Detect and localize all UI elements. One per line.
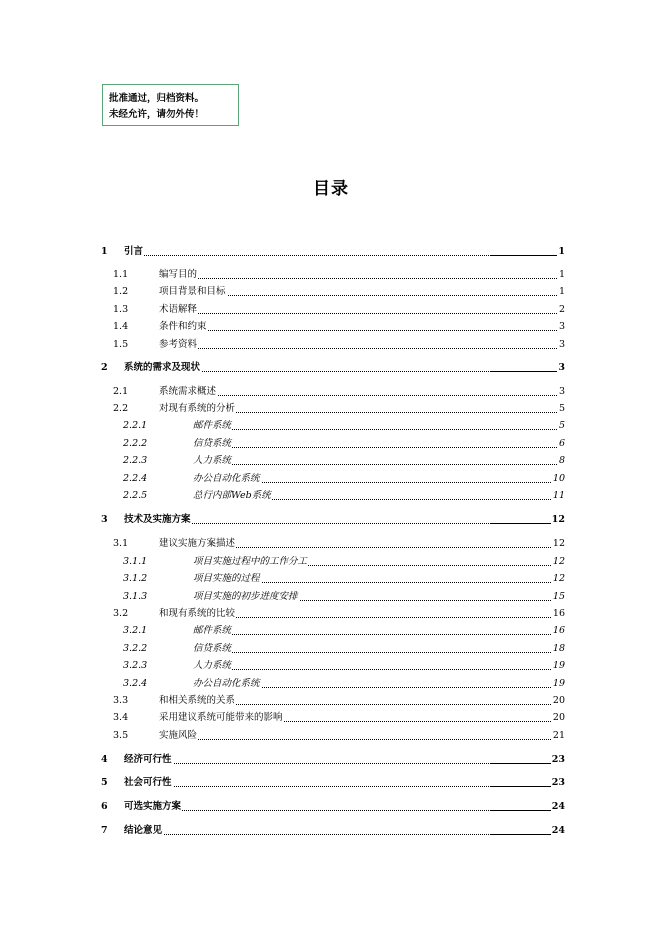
toc-entry-title: 术语解释 <box>159 304 198 315</box>
toc-entry-page-number: 20 <box>552 695 565 706</box>
toc-entry-number: 1.1 <box>113 269 129 280</box>
toc-entry-page-number: 3 <box>558 362 565 373</box>
toc-entry[interactable] <box>0 824 662 838</box>
toc-entry-number: 3.2.4 <box>123 678 148 689</box>
toc-solid-leader <box>490 255 559 256</box>
toc-entry-title: 建议实施方案描述 <box>159 538 236 549</box>
toc-entry-number: 1.2 <box>113 286 129 297</box>
confidentiality-notice-box <box>102 84 239 126</box>
toc-entry-page-number: 5 <box>558 403 565 414</box>
toc-entry-title: 项目实施的初步进度安排 <box>193 591 298 602</box>
toc-entry[interactable] <box>0 729 662 743</box>
toc-solid-leader <box>490 523 559 524</box>
toc-entry[interactable] <box>0 385 662 399</box>
toc-entry-title: 可选实施方案 <box>124 801 182 812</box>
toc-entry-number: 3.3 <box>113 695 129 706</box>
notice-line-2: 未经允许，请勿外传！ <box>109 109 205 120</box>
toc-entry-title: 采用建议系统可能带来的影响 <box>159 712 283 723</box>
toc-entry-title: 技术及实施方案 <box>124 514 191 525</box>
toc-entry-title: 办公自动化系统 <box>193 473 260 484</box>
toc-dot-leader <box>160 278 559 279</box>
toc-entry-number: 3.5 <box>113 730 129 741</box>
toc-entry-number: 2.2.1 <box>123 420 148 431</box>
toc-entry-page-number: 16 <box>552 608 565 619</box>
toc-dot-leader <box>160 739 559 740</box>
toc-dot-leader <box>194 634 559 635</box>
toc-entry-number: 2.2.5 <box>123 490 148 501</box>
toc-entry-title: 系统需求概述 <box>159 386 217 397</box>
toc-entry-page-number: 10 <box>552 473 565 484</box>
toc-entry[interactable] <box>0 361 662 375</box>
toc-entry-page-number: 15 <box>552 591 565 602</box>
toc-entry-page-number: 8 <box>558 455 565 466</box>
toc-entry[interactable] <box>0 642 662 656</box>
toc-entry-page-number: 3 <box>558 339 565 350</box>
toc-entry-title: 实施风险 <box>159 730 198 741</box>
toc-entry-number: 1.3 <box>113 304 129 315</box>
toc-entry-title: 人力系统 <box>193 455 232 466</box>
toc-entry-page-number: 23 <box>551 754 565 765</box>
toc-entry-number: 3.1.2 <box>123 573 148 584</box>
toc-entry[interactable] <box>0 419 662 433</box>
toc-entry[interactable] <box>0 513 662 527</box>
toc-entry-number: 3.2 <box>113 608 129 619</box>
toc-entry-title: 编写目的 <box>159 269 198 280</box>
toc-entry[interactable] <box>0 572 662 586</box>
toc-dot-leader <box>160 313 559 314</box>
toc-entry-number: 2.2.4 <box>123 473 148 484</box>
toc-entry-page-number: 16 <box>552 625 565 636</box>
toc-entry-page-number: 12 <box>552 556 565 567</box>
toc-entry-page-number: 11 <box>552 490 565 501</box>
toc-entry-title: 总行内部Web系统 <box>193 490 271 501</box>
toc-entry[interactable] <box>0 303 662 317</box>
toc-entry[interactable] <box>0 285 662 299</box>
toc-entry-page-number: 20 <box>552 712 565 723</box>
toc-entry-page-number: 1 <box>558 269 565 280</box>
toc-dot-leader <box>160 395 559 396</box>
toc-entry-page-number: 1 <box>558 286 565 297</box>
toc-dot-leader <box>194 429 559 430</box>
toc-entry-title: 和现有系统的比较 <box>159 608 236 619</box>
toc-entry-page-number: 12 <box>552 573 565 584</box>
toc-entry[interactable] <box>0 776 662 790</box>
toc-entry-number: 3 <box>101 514 108 525</box>
toc-entry-number: 3.2.1 <box>123 625 148 636</box>
toc-entry-number: 6 <box>101 801 108 812</box>
toc-entry-number: 4 <box>101 754 108 765</box>
toc-entry-title: 项目实施的过程 <box>193 573 260 584</box>
toc-entry-number: 2.1 <box>113 386 129 397</box>
toc-entry-page-number: 3 <box>558 386 565 397</box>
toc-entry[interactable] <box>0 659 662 673</box>
toc-entry-number: 5 <box>101 777 108 788</box>
toc-dot-leader <box>160 348 559 349</box>
toc-entry-title: 社会可行性 <box>124 777 172 788</box>
toc-entry-page-number: 19 <box>552 660 565 671</box>
toc-entry[interactable] <box>0 245 662 259</box>
toc-entry[interactable] <box>0 555 662 569</box>
toc-entry[interactable] <box>0 624 662 638</box>
toc-entry[interactable] <box>0 800 662 814</box>
toc-entry-page-number: 6 <box>558 438 565 449</box>
toc-entry-number: 3.4 <box>113 712 129 723</box>
toc-entry-title: 和相关系统的关系 <box>159 695 236 706</box>
toc-entry[interactable] <box>0 454 662 468</box>
toc-entry[interactable] <box>0 607 662 621</box>
toc-entry-page-number: 2 <box>558 304 565 315</box>
toc-entry[interactable] <box>0 472 662 486</box>
toc-dot-leader <box>194 652 559 653</box>
toc-entry-number: 2 <box>101 362 108 373</box>
toc-entry[interactable] <box>0 489 662 503</box>
toc-entry[interactable] <box>0 677 662 691</box>
toc-entry-title: 办公自动化系统 <box>193 678 260 689</box>
toc-dot-leader <box>194 669 559 670</box>
toc-entry[interactable] <box>0 437 662 451</box>
toc-entry-number: 3.2.3 <box>123 660 148 671</box>
toc-entry[interactable] <box>0 711 662 725</box>
toc-entry-number: 1.4 <box>113 321 129 332</box>
toc-entry-page-number: 24 <box>551 825 565 836</box>
toc-entry-page-number: 18 <box>552 643 565 654</box>
toc-entry-page-number: 1 <box>558 246 565 257</box>
toc-entry-title: 邮件系统 <box>193 625 232 636</box>
toc-entry[interactable] <box>0 402 662 416</box>
toc-entry[interactable] <box>0 338 662 352</box>
toc-entry-number: 2.2.2 <box>123 438 148 449</box>
toc-entry[interactable] <box>0 753 662 767</box>
toc-entry-title: 引言 <box>124 246 144 257</box>
toc-entry-title: 人力系统 <box>193 660 232 671</box>
toc-entry-title: 邮件系统 <box>193 420 232 431</box>
toc-entry-title: 对现有系统的分析 <box>159 403 236 414</box>
toc-entry-title: 信贷系统 <box>193 643 232 654</box>
page-title: 目录 <box>313 179 349 199</box>
toc-solid-leader <box>490 371 559 372</box>
toc-entry-title: 项目实施过程中的工作分工 <box>193 556 308 567</box>
toc-entry-title: 条件和约束 <box>159 321 207 332</box>
toc-solid-leader <box>490 786 559 787</box>
toc-entry-number: 3.1.3 <box>123 591 148 602</box>
toc-entry-number: 1 <box>101 246 108 257</box>
toc-solid-leader <box>490 834 559 835</box>
toc-entry-title: 信贷系统 <box>193 438 232 449</box>
toc-entry-page-number: 24 <box>551 801 565 812</box>
toc-entry[interactable] <box>0 268 662 282</box>
toc-solid-leader <box>490 763 559 764</box>
toc-entry-page-number: 12 <box>551 514 565 525</box>
toc-dot-leader <box>194 464 559 465</box>
toc-entry[interactable] <box>0 694 662 708</box>
toc-entry-title: 项目背景和目标 <box>159 286 226 297</box>
toc-entry-number: 3.1.1 <box>123 556 148 567</box>
toc-entry-page-number: 23 <box>551 777 565 788</box>
toc-entry-page-number: 5 <box>558 420 565 431</box>
toc-solid-leader <box>490 810 559 811</box>
toc-entry-page-number: 21 <box>552 730 565 741</box>
toc-entry-number: 1.5 <box>113 339 129 350</box>
toc-entry-title: 参考资料 <box>159 339 198 350</box>
toc-entry-title: 结论意见 <box>124 825 163 836</box>
toc-entry-number: 7 <box>101 825 108 836</box>
toc-entry-number: 3.1 <box>113 538 129 549</box>
toc-entry-number: 3.2.2 <box>123 643 148 654</box>
toc-entry-title: 系统的需求及现状 <box>124 362 201 373</box>
toc-entry-number: 2.2 <box>113 403 129 414</box>
toc-entry-page-number: 3 <box>558 321 565 332</box>
toc-dot-leader <box>160 330 559 331</box>
toc-entry-number: 2.2.3 <box>123 455 148 466</box>
toc-entry-title: 经济可行性 <box>124 754 172 765</box>
notice-line-1: 批准通过，归档资料。 <box>109 93 205 104</box>
toc-entry[interactable] <box>0 320 662 334</box>
toc-dot-leader <box>194 447 559 448</box>
toc-entry-page-number: 19 <box>552 678 565 689</box>
toc-entry[interactable] <box>0 590 662 604</box>
toc-entry[interactable] <box>0 537 662 551</box>
toc-entry-page-number: 12 <box>552 538 565 549</box>
